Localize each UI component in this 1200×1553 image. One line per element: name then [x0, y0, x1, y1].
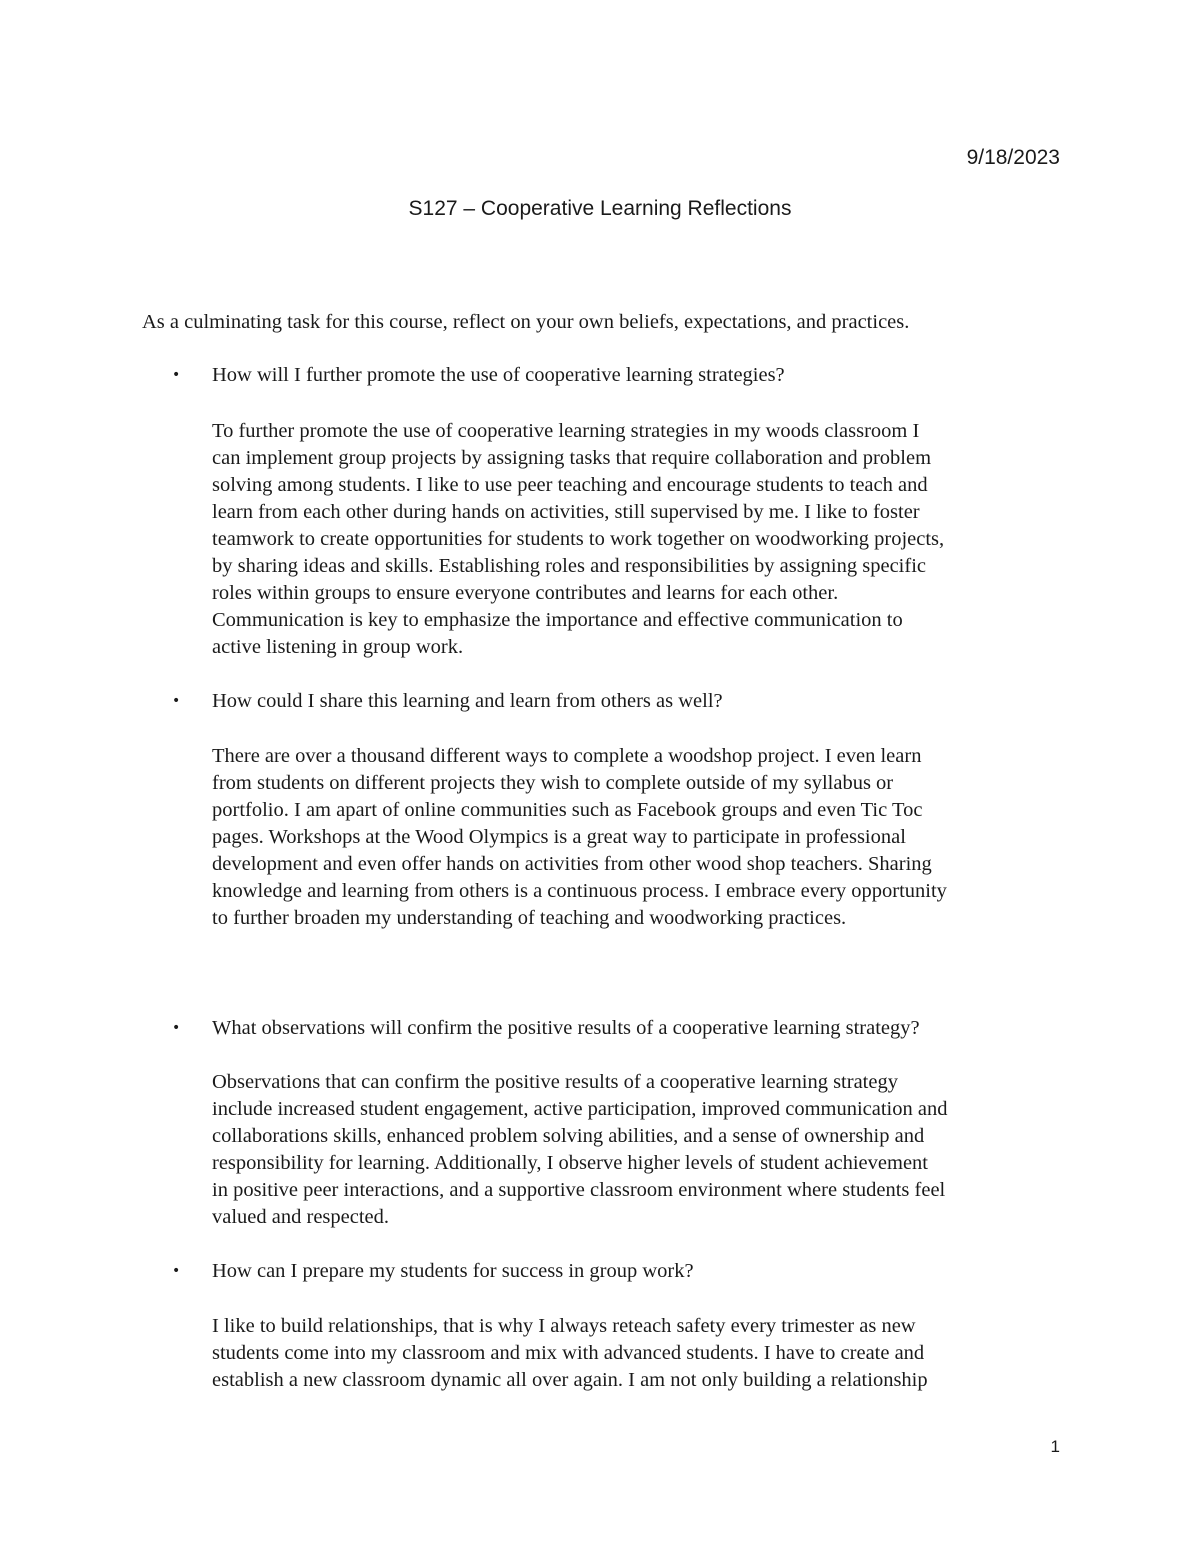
answer-line: in positive peer interactions, and a supportive classroom environment where students feel — [212, 1179, 946, 1201]
bullet-icon: • — [172, 1263, 181, 1279]
answer-line: establish a new classroom dynamic all over again. I am not only building a relationship — [212, 1369, 928, 1391]
section-answer — [212, 743, 1067, 932]
section-answer — [212, 418, 1067, 661]
section-answer — [212, 1069, 1067, 1231]
intro-paragraph: As a culminating task for this course, reflect on your own beliefs, expectations, and practices. — [142, 311, 910, 333]
answer-line: teamwork to create opportunities for students to work together on woodworking projects, — [212, 528, 945, 550]
answer-line: from students on different projects they wish to complete outside of my syllabus or — [212, 772, 894, 794]
answer-line: Observations that can confirm the positive results of a cooperative learning strategy — [212, 1071, 898, 1093]
answer-line: portfolio. I am apart of online communities such as Facebook groups and even Tic Toc — [212, 799, 923, 821]
answer-line: students come into my classroom and mix with advanced students. I have to create and — [212, 1342, 925, 1364]
answer-line: learn from each other during hands on activities, still supervised by me. I like to foster — [212, 501, 920, 523]
answer-line: valued and respected. — [212, 1206, 390, 1228]
answer-line: can implement group projects by assigning tasks that require collaboration and problem — [212, 447, 932, 469]
document-date: 9/18/2023 — [966, 146, 1060, 169]
section-answer — [212, 1313, 1067, 1394]
answer-line: pages. Workshops at the Wood Olympics is a great way to participate in professional — [212, 826, 906, 848]
answer-line: responsibility for learning. Additionally, I observe higher levels of student achievement — [212, 1152, 928, 1174]
bullet-icon: • — [172, 367, 181, 383]
answer-line: collaborations skills, enhanced problem solving abilities, and a sense of ownership and — [212, 1125, 925, 1147]
answer-line: to further broaden my understanding of teaching and woodworking practices. — [212, 907, 847, 929]
section-question: How could I share this learning and learn from others as well? — [212, 690, 723, 712]
answer-line: Communication is key to emphasize the importance and effective communication to — [212, 609, 903, 631]
page-number: 1 — [1050, 1437, 1060, 1456]
answer-line: To further promote the use of cooperative learning strategies in my woods classroom I — [212, 420, 920, 442]
answer-line: roles within groups to ensure everyone contributes and learns for each other. — [212, 582, 839, 604]
answer-line: solving among students. I like to use peer teaching and encourage students to teach and — [212, 474, 928, 496]
section-question: How can I prepare my students for success in group work? — [212, 1260, 694, 1282]
bullet-icon: • — [172, 1020, 181, 1036]
answer-line: I like to build relationships, that is why I always reteach safety every trimester as new — [212, 1315, 916, 1337]
answer-line: by sharing ideas and skills. Establishing roles and responsibilities by assigning specific — [212, 555, 926, 577]
answer-line: There are over a thousand different ways to complete a woodshop project. I even learn — [212, 745, 922, 767]
answer-line: active listening in group work. — [212, 636, 464, 658]
document-title: S127 – Cooperative Learning Reflections — [408, 197, 792, 220]
bullet-icon: • — [172, 693, 181, 709]
answer-line: development and even offer hands on activities from other wood shop teachers. Sharing — [212, 853, 932, 875]
answer-line: include increased student engagement, active participation, improved communication and — [212, 1098, 948, 1120]
section-question: What observations will confirm the positive results of a cooperative learning strategy? — [212, 1017, 920, 1039]
answer-line: knowledge and learning from others is a continuous process. I embrace every opportunity — [212, 880, 947, 902]
section-question: How will I further promote the use of cooperative learning strategies? — [212, 364, 785, 386]
